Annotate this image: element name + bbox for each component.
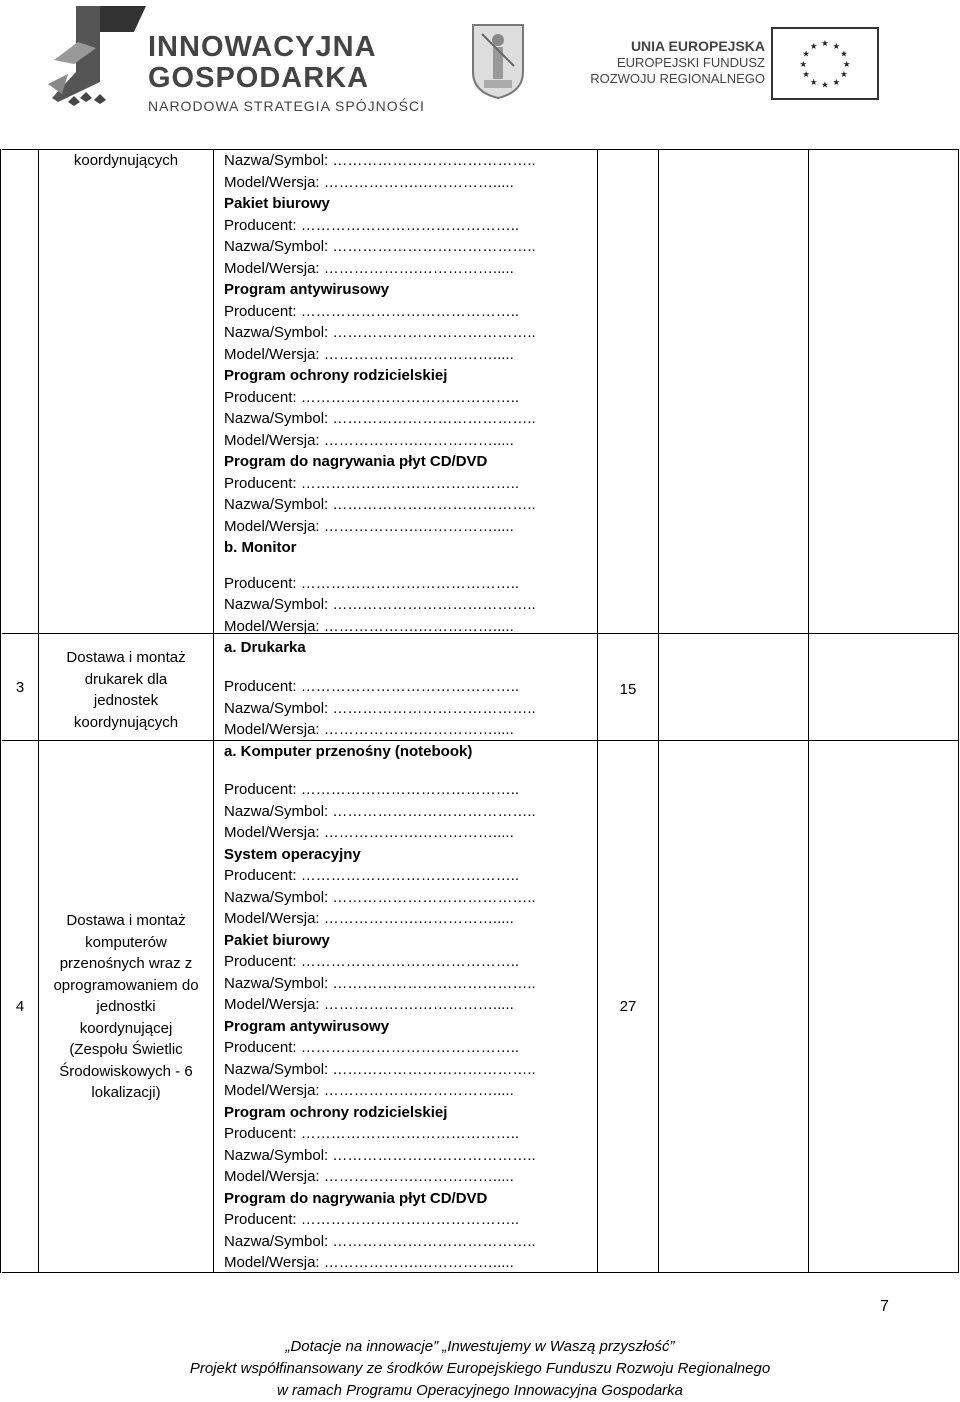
section-heading: Pakiet biurowy [224, 931, 330, 949]
spec-line: Nazwa/Symbol: ………………………………….. [224, 802, 536, 820]
section-heading: Program ochrony rodzicielskiej [224, 1103, 448, 1121]
spec-line: Nazwa/Symbol: ………………………………….. [224, 888, 536, 906]
spec-line: Producent: …………………………………….. [224, 388, 520, 406]
svg-text:★: ★ [821, 80, 829, 91]
svg-text:★: ★ [802, 49, 810, 60]
section-heading: Program do nagrywania płyt CD/DVD [224, 453, 488, 470]
section-heading: b. Monitor [224, 539, 297, 556]
spec-line: Model/Wersja: ……………….……………..... [224, 1254, 514, 1271]
section-heading: Program antywirusowy [224, 1017, 390, 1035]
svg-text:★: ★ [802, 70, 810, 81]
spec-line: Nazwa/Symbol: ………………………………….. [224, 699, 536, 717]
row-4-quantity: 27 [619, 998, 637, 1015]
spec-line: Nazwa/Symbol: ………………………………….. [224, 238, 536, 255]
spec-line: Nazwa/Symbol: ………………………………….. [224, 324, 536, 341]
svg-text:★: ★ [840, 70, 848, 81]
section-heading: Pakiet biurowy [224, 195, 330, 212]
spec-line: Model/Wersja: ……………….……………..... [224, 721, 514, 738]
spec-line: Nazwa/Symbol: ………………………………….. [224, 1232, 536, 1250]
section-heading: Program do nagrywania płyt CD/DVD [224, 1189, 488, 1207]
spec-line: Producent: …………………………………….. [224, 574, 520, 592]
svg-text:★: ★ [840, 49, 848, 60]
row-3-number: 3 [15, 679, 25, 696]
logo-line-1: INNOWACYJNA [148, 31, 377, 63]
spec-line: Producent: …………………………………….. [224, 474, 520, 492]
row-4-details [224, 779, 536, 1274]
spec-line: Model/Wersja: ……………….……………..... [224, 1082, 514, 1099]
spec-line: Nazwa/Symbol: ………………………………….. [224, 496, 536, 513]
section-heading: a. Drukarka [224, 639, 306, 656]
spec-line: Producent: …………………………………….. [224, 678, 520, 695]
row-4-description: Dostawa i montaż komputerów przenośnych wraz z oprogramowaniem do jednostki koordynującej (Zespołu Świetlic Środowiskowych - 6 lokalizacji) [53, 912, 199, 1101]
svg-text:★: ★ [842, 59, 851, 70]
spec-line: Producent: …………………………………….. [224, 867, 520, 884]
row-cont-description: koordynujących [73, 152, 179, 169]
spec-line: Nazwa/Symbol: ………………………………….. [224, 596, 536, 613]
spec-line: Producent: …………………………………….. [224, 1125, 520, 1142]
spec-line: Model/Wersja: ……………….……………..... [224, 824, 514, 841]
spec-line: Nazwa/Symbol: ………………………………….. [224, 1146, 536, 1164]
spec-line: Producent: …………………………………….. [224, 781, 520, 798]
svg-text:★: ★ [821, 39, 829, 50]
footer-line-2: Projekt współfinansowany ze środków Europejskiego Funduszu Rozwoju Regionalnego [189, 1360, 771, 1377]
logo-line-3: NARODOWA STRATEGIA SPÓJNOŚCI [148, 98, 425, 114]
section-heading: System operacyjny [224, 845, 361, 863]
row-4-number: 4 [15, 998, 25, 1015]
spec-line: Model/Wersja: ……………….……………..... [224, 910, 514, 927]
spec-line: Model/Wersja: ……………….……………..... [224, 345, 514, 363]
spec-line: Model/Wersja: ……………….……………..... [224, 617, 514, 635]
eu-line-1: UNIA EUROPEJSKA [630, 38, 765, 54]
svg-text:★: ★ [832, 41, 841, 52]
svg-text:★: ★ [809, 41, 818, 52]
spec-line: Nazwa/Symbol: ………………………………….. [224, 974, 536, 992]
spec-line: Nazwa/Symbol: ………………………………….. [224, 1060, 536, 1078]
footer-line-1: „Dotacje na innowacje” „Inwestujemy w Waszą przyszłość” [285, 1338, 675, 1355]
row-3-details [224, 676, 536, 776]
section-heading: Program ochrony rodzicielskiej [224, 367, 448, 384]
spec-line: Model/Wersja: ……………….……………..... [224, 996, 514, 1013]
logo-line-2: GOSPODARKA [148, 62, 370, 94]
section-heading: Program antywirusowy [224, 281, 390, 298]
row-cont-details [224, 150, 536, 673]
row-3-quantity: 15 [619, 681, 637, 698]
spec-line: Producent: …………………………………….. [224, 1211, 520, 1228]
svg-text:★: ★ [809, 77, 818, 88]
footer-line-3: w ramach Programu Operacyjnego Innowacyjna Gospodarka [276, 1382, 684, 1399]
page-number: 7 [880, 1298, 889, 1315]
eu-line-3: ROZWOJU REGIONALNEGO [590, 71, 765, 86]
section-heading: a. Komputer przenośny (notebook) [224, 742, 473, 760]
svg-text:★: ★ [799, 59, 808, 70]
spec-line: Producent: …………………………………….. [224, 1039, 520, 1056]
spec-line: Producent: …………………………………….. [224, 216, 520, 234]
spec-line: Nazwa/Symbol: ………………………………….. [224, 152, 536, 169]
spec-line: Producent: …………………………………….. [224, 953, 520, 970]
spec-line: Model/Wersja: ……………….……………..... [224, 517, 514, 535]
spec-line: Model/Wersja: ……………….……………..... [224, 173, 514, 191]
spec-line: Model/Wersja: ……………….……………..... [224, 431, 514, 449]
row-3-description: Dostawa i montaż drukarek dla jednostek koordynujących [66, 649, 186, 731]
spec-line: Nazwa/Symbol: ………………………………….. [224, 410, 536, 427]
page-footer [0, 1336, 960, 1402]
eu-line-2: EUROPEJSKI FUNDUSZ [616, 55, 765, 70]
spec-line: Model/Wersja: ……………….……………..... [224, 1168, 514, 1185]
spec-line: Producent: …………………………………….. [224, 302, 520, 320]
spec-line: Model/Wersja: ……………….……………..... [224, 259, 514, 277]
svg-text:★: ★ [832, 77, 841, 88]
